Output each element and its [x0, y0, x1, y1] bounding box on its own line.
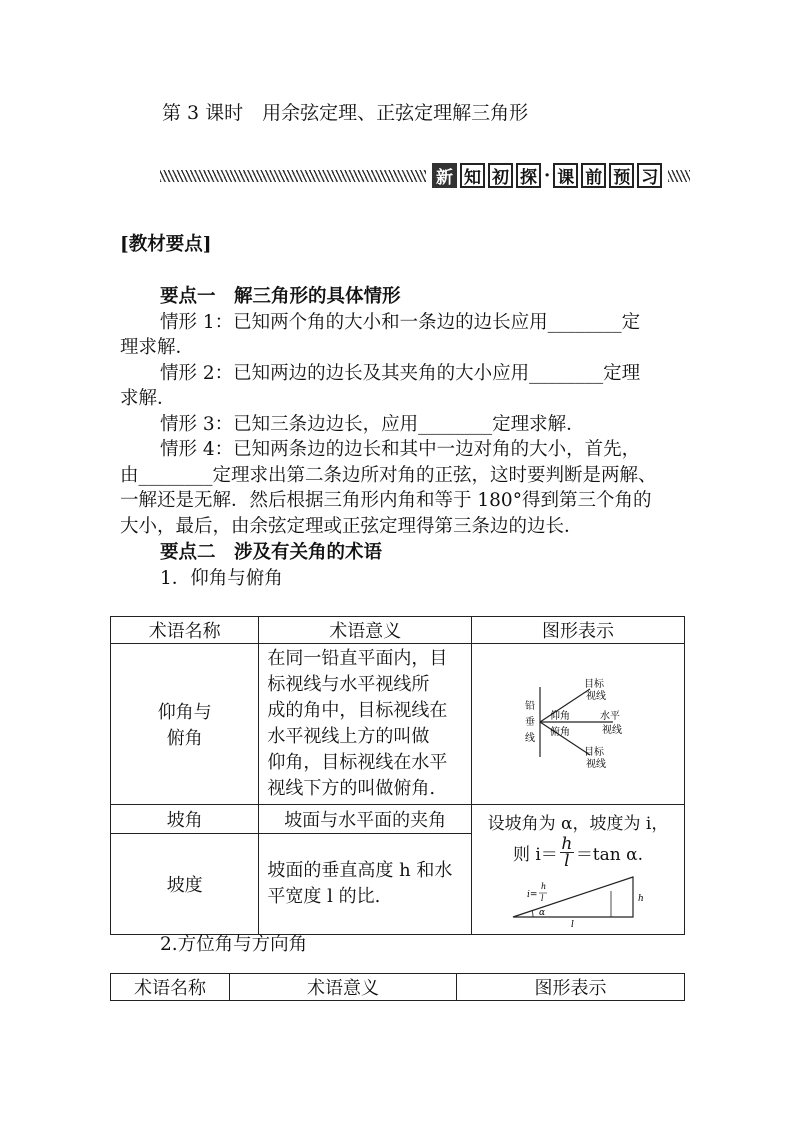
- term-meaning-cell: 坡面与水平面的夹角: [259, 805, 472, 834]
- point1-line: 情形 4：已知两条边的边长和其中一边对角的大小，首先，: [160, 439, 641, 460]
- term-name: 俯角: [166, 728, 203, 749]
- point1-line: 情形 1：已知两个角的大小和一条边的边长应用________定: [160, 312, 641, 333]
- header-cell: 术语意义: [230, 974, 457, 1001]
- fig-label: 垂: [525, 716, 535, 728]
- fig-label: 线: [525, 732, 535, 744]
- slope-formula: [476, 836, 680, 869]
- slope-text: 设坡角为 α，坡度为 i，: [487, 814, 669, 834]
- slope-figure-cell: [472, 805, 685, 935]
- elevation-depression-diagram: [478, 647, 678, 797]
- fraction: [560, 836, 574, 869]
- fig-label: i=: [527, 890, 538, 900]
- header-cell: 图形表示: [457, 974, 685, 1001]
- fig-label: 仰角: [550, 710, 570, 722]
- fig-label: 目标: [584, 678, 604, 690]
- point1-line: 理求解．: [120, 337, 195, 358]
- fraction-denominator: l: [564, 851, 570, 871]
- point2-sub1: 1．仰角与俯角: [160, 568, 283, 589]
- meaning-line: 水平视线上方的叫做: [267, 726, 430, 747]
- meaning-line: 视线下方的叫做俯角.: [267, 778, 436, 799]
- meaning-line: 平宽度 l 的比.: [267, 886, 381, 908]
- term-name-cell: 坡角: [111, 805, 259, 834]
- point1-line: 情形 3：已知三条边边长，应用________定理求解．: [160, 414, 585, 435]
- fig-label: 视线: [602, 724, 622, 736]
- header-cell: 术语意义: [259, 617, 472, 644]
- meaning-line: 坡面的垂直高度 h 和水: [267, 860, 453, 882]
- header-cell: 术语名称: [111, 974, 230, 1001]
- banner-dot: ·: [544, 165, 551, 186]
- point1-line: 情形 2：已知两边的边长及其夹角的大小应用________定理: [160, 363, 641, 384]
- meaning-line: 标视线与水平视线所: [267, 674, 430, 695]
- banner-char: 课: [553, 163, 578, 188]
- fig-label: h: [541, 882, 547, 891]
- meaning-line: 在同一铅直平面内，目: [267, 648, 448, 669]
- formula-part: 则 i＝: [512, 845, 558, 865]
- point1-heading: 要点一 解三角形的具体情形: [160, 286, 401, 307]
- term-name-cell: 坡度: [111, 834, 259, 935]
- fig-label: 视线: [586, 690, 606, 702]
- fig-label: 水平: [600, 710, 620, 722]
- meaning-line: 仰角，目标视线在水平: [267, 752, 448, 773]
- fig-label: 俯角: [550, 726, 570, 738]
- terms-table-2: [110, 973, 685, 1001]
- fig-label: 铅: [525, 700, 535, 712]
- term-meaning-cell: [259, 644, 472, 805]
- fig-label: 视线: [586, 758, 606, 770]
- fig-label: l: [571, 920, 574, 927]
- point1-line: 一解还是无解．然后根据三角形内角和等于 180°得到第三个角的: [120, 490, 652, 511]
- point1-line: 由________定理求出第二条边所对角的正弦，这时要判断是两解、: [120, 465, 657, 486]
- banner-char: 探: [516, 163, 541, 188]
- term-name-cell: [111, 644, 259, 805]
- point1-line: 大小，最后，由余弦定理或正弦定理得第三条边的边长．: [120, 516, 583, 537]
- banner-char: 知: [460, 163, 485, 188]
- section-banner: [160, 163, 690, 191]
- fraction-numerator: h: [561, 834, 573, 854]
- fig-label: α: [539, 908, 546, 918]
- term-meaning-cell: [259, 834, 472, 935]
- elevation-figure-cell: [472, 644, 685, 805]
- fig-label: 目标: [584, 746, 604, 758]
- point2-sub2: 2.方位角与方向角: [160, 934, 308, 955]
- term-name: 仰角与: [157, 702, 212, 723]
- banner-char: 前: [581, 163, 606, 188]
- header-cell: 术语名称: [111, 617, 259, 644]
- point2-heading: 要点二 涉及有关角的术语: [160, 542, 383, 563]
- banner-char: 习: [637, 163, 662, 188]
- point1-line: 求解．: [120, 388, 176, 409]
- banner-char: 新: [432, 163, 457, 188]
- header-cell: 图形表示: [472, 617, 685, 644]
- fig-label: l: [541, 894, 544, 903]
- page-title: 第 3 课时 用余弦定理、正弦定理解三角形: [162, 102, 529, 124]
- banner-char: 预: [609, 163, 634, 188]
- banner-hatch-left: [160, 170, 426, 182]
- section-heading: [教材要点]: [120, 234, 212, 255]
- banner-hatch-right: [668, 170, 690, 182]
- slope-triangle-diagram: [503, 869, 653, 927]
- terms-table-1: [110, 616, 685, 935]
- meaning-line: 成的角中，目标视线在: [267, 700, 448, 721]
- formula-part: ＝tan α.: [575, 845, 644, 865]
- banner-char: 初: [488, 163, 513, 188]
- fig-label: h: [638, 894, 644, 904]
